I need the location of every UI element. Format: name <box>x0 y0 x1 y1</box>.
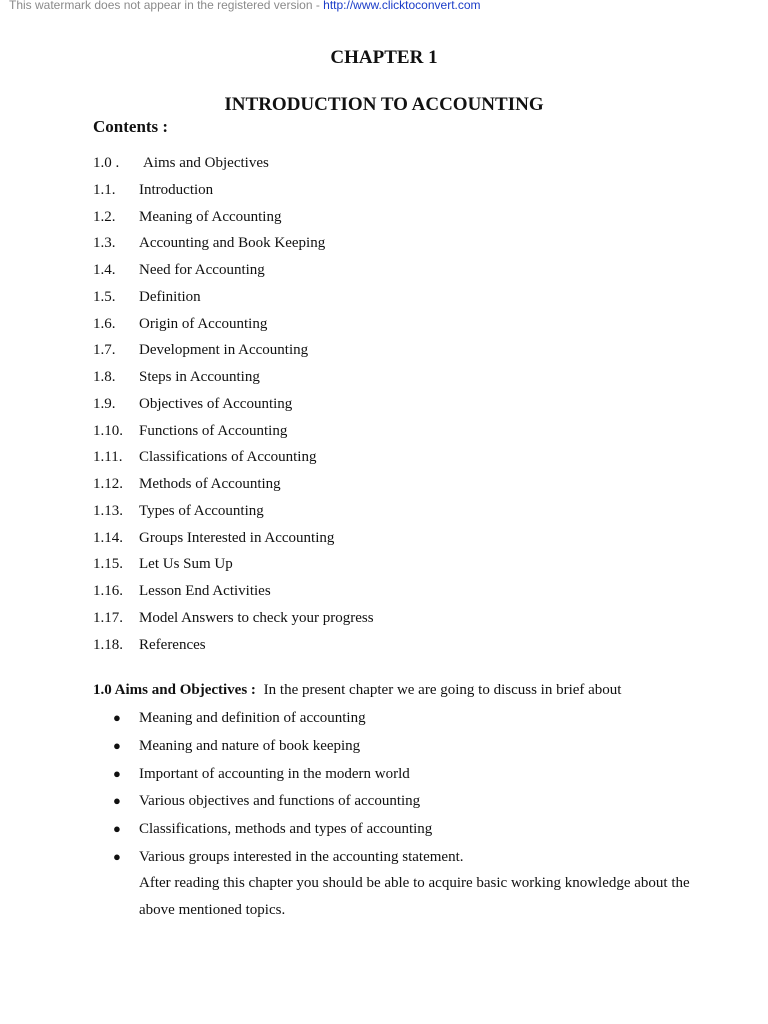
toc-item <box>93 418 374 445</box>
toc-item-label: Types of Accounting <box>139 502 264 519</box>
bullet-icon: ● <box>113 737 121 753</box>
toc-item-number: 1.10. <box>93 422 123 439</box>
aims-bullet-list <box>113 704 464 871</box>
list-item-text: Various objectives and functions of accounting <box>139 793 421 810</box>
table-of-contents <box>93 150 374 658</box>
toc-item-label: Need for Accounting <box>139 262 265 278</box>
toc-item <box>93 525 374 552</box>
toc-item-number: 1.16. <box>93 583 123 599</box>
toc-item-label: Groups Interested in Accounting <box>139 529 335 546</box>
aims-section-intro <box>93 678 621 702</box>
toc-item <box>93 632 374 659</box>
toc-item-label: Functions of Accounting <box>139 422 288 439</box>
list-item-text: Meaning and definition of accounting <box>139 710 366 726</box>
toc-item-number: 1.1. <box>93 181 116 198</box>
watermark-banner <box>9 0 481 12</box>
watermark-link[interactable]: http://www.clicktoconvert.com <box>323 0 481 12</box>
toc-item-number: 1.17. <box>93 609 123 626</box>
toc-item-label: Meaning of Accounting <box>139 208 282 225</box>
toc-item <box>93 230 374 257</box>
toc-item-number: 1.3. <box>93 235 116 252</box>
toc-item-number: 1.12. <box>93 476 123 492</box>
toc-item-number: 1.6. <box>93 315 116 332</box>
list-item-text: Various groups interested in the accounting statement. <box>139 848 464 865</box>
toc-item-number: 1.15. <box>93 556 123 573</box>
toc-item-label: Aims and Objectives <box>143 155 269 171</box>
toc-item <box>93 284 374 311</box>
toc-item <box>93 177 374 204</box>
list-item <box>113 815 464 843</box>
bullet-icon: ● <box>113 793 121 809</box>
closing-paragraph: After reading this chapter you should be able to acquire basic working knowledge about the above mentioned topics. <box>139 875 690 918</box>
bullet-icon: ● <box>113 848 121 864</box>
toc-item-label: Development in Accounting <box>139 342 309 359</box>
toc-item <box>93 364 374 391</box>
watermark-text: This watermark does not appear in the registered version - <box>9 0 324 12</box>
aims-intro-text: In the present chapter we are going to discuss in brief about <box>263 682 622 698</box>
toc-item-label: Methods of Accounting <box>139 476 281 492</box>
toc-item-number: 1.0 . <box>93 155 120 171</box>
toc-item <box>93 391 374 418</box>
list-item-text: Important of accounting in the modern world <box>139 765 410 782</box>
toc-item-label: Lesson End Activities <box>139 583 271 599</box>
bullet-icon: ● <box>113 821 121 837</box>
toc-item <box>93 605 374 632</box>
toc-item-number: 1.13. <box>93 502 123 519</box>
toc-item <box>93 498 374 525</box>
aims-heading: 1.0 Aims and Objectives : <box>93 682 256 698</box>
toc-item-number: 1.18. <box>93 636 123 653</box>
toc-item-label: Introduction <box>139 181 214 198</box>
toc-item-number: 1.5. <box>93 288 116 305</box>
toc-item <box>93 444 374 471</box>
toc-item <box>93 257 374 284</box>
toc-item-label: Let Us Sum Up <box>139 556 233 573</box>
toc-item-label: Accounting and Book Keeping <box>139 235 326 252</box>
toc-item-number: 1.2. <box>93 208 116 225</box>
toc-item <box>93 578 374 605</box>
contents-heading: Contents : <box>93 117 169 136</box>
bullet-icon: ● <box>113 710 121 725</box>
toc-item-label: Objectives of Accounting <box>139 395 293 412</box>
toc-item <box>93 471 374 498</box>
list-item <box>113 843 464 871</box>
toc-item <box>93 311 374 338</box>
toc-item-label: Classifications of Accounting <box>139 449 317 466</box>
toc-item-label: Steps in Accounting <box>139 369 260 385</box>
toc-item <box>93 337 374 364</box>
bullet-icon: ● <box>113 765 121 781</box>
chapter-heading: CHAPTER 1 <box>330 47 438 68</box>
toc-item-label: References <box>139 636 206 653</box>
toc-item-label: Origin of Accounting <box>139 315 268 332</box>
toc-item-number: 1.9. <box>93 395 116 412</box>
toc-item-label: Model Answers to check your progress <box>139 609 374 626</box>
toc-item <box>93 551 374 578</box>
list-item <box>113 760 464 788</box>
list-item <box>113 732 464 760</box>
toc-item-number: 1.7. <box>93 342 116 359</box>
toc-item-number: 1.11. <box>93 449 123 466</box>
list-item <box>113 787 464 815</box>
page-title: INTRODUCTION TO ACCOUNTING <box>224 94 544 115</box>
toc-item <box>93 204 374 231</box>
toc-item-number: 1.4. <box>93 262 116 278</box>
toc-item-label: Definition <box>139 288 201 305</box>
toc-item-number: 1.8. <box>93 369 116 385</box>
list-item <box>113 704 464 732</box>
list-item-text: Meaning and nature of book keeping <box>139 737 361 754</box>
list-item-text: Classifications, methods and types of accounting <box>139 821 433 838</box>
toc-item <box>93 150 374 177</box>
toc-item-number: 1.14. <box>93 529 123 546</box>
